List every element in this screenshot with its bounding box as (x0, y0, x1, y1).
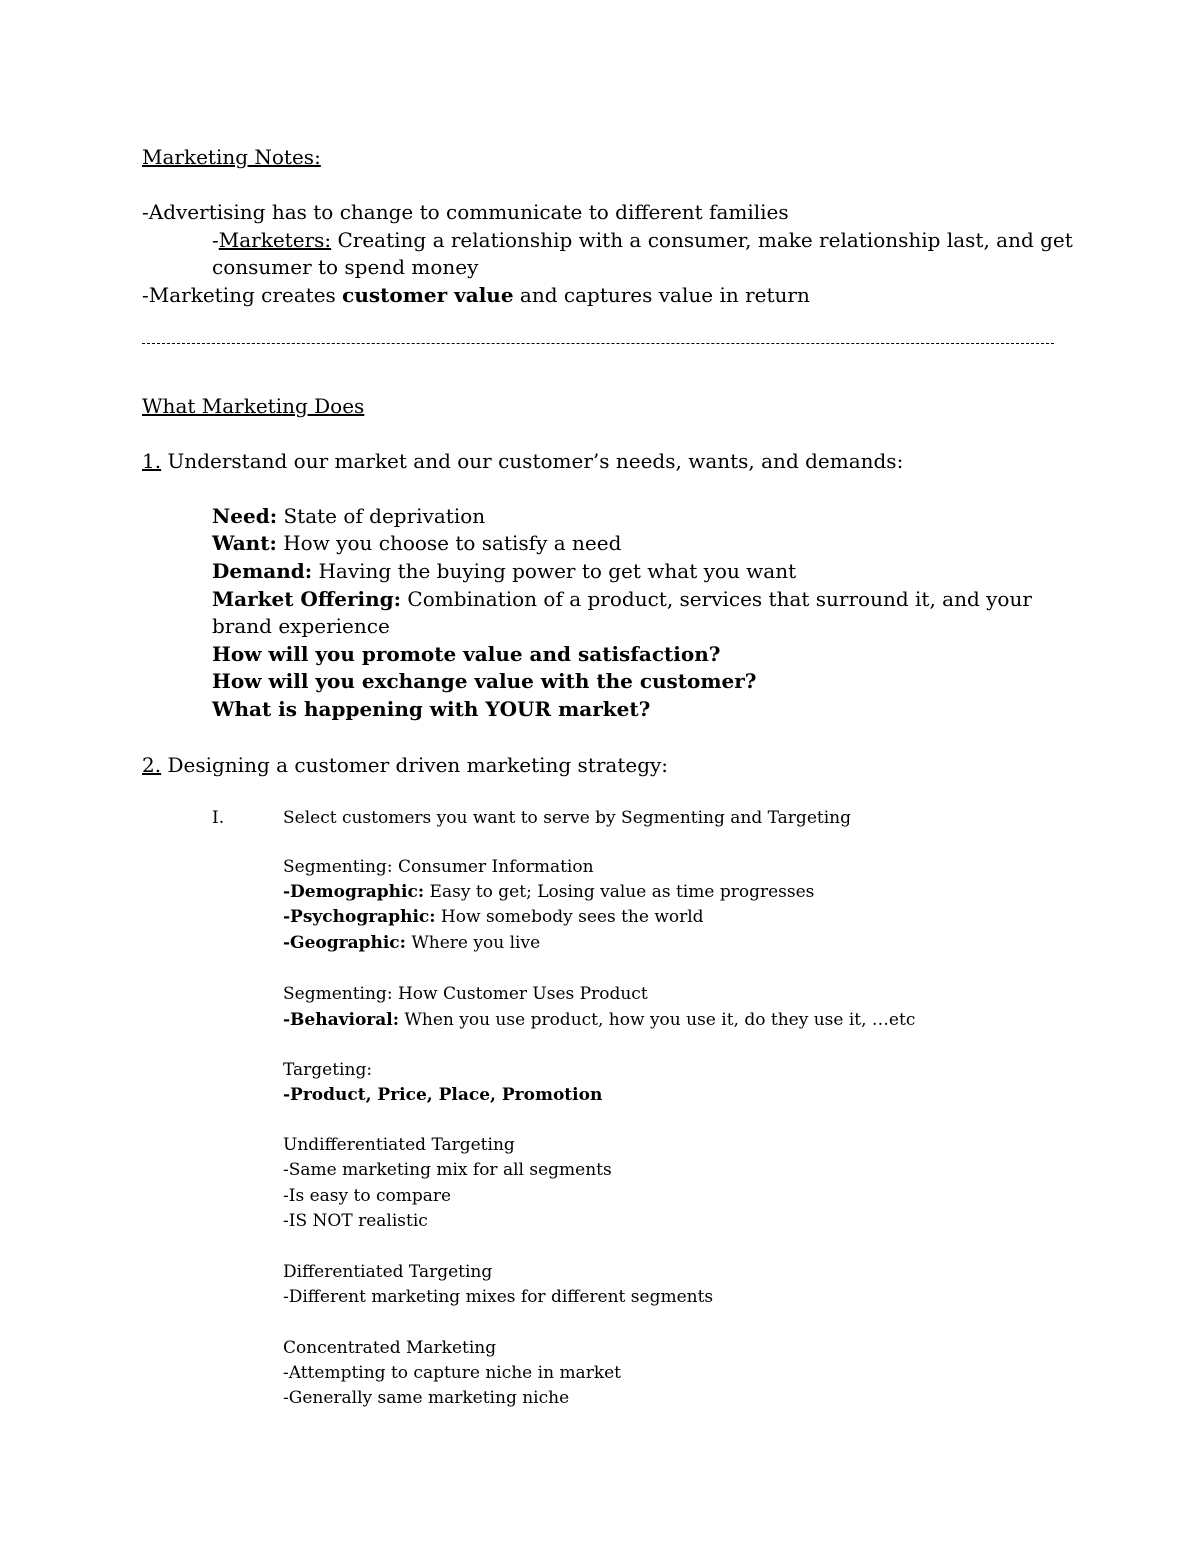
text-segment: and captures value in return (513, 283, 810, 307)
definition: Combination of a product, services that surround it, and your (401, 587, 1032, 611)
want-definition (212, 533, 621, 553)
segmenting-usage-heading: Segmenting: How Customer Uses Product (283, 984, 648, 1004)
differentiated-point-1: -Different marketing mixes for different segments (283, 1287, 714, 1307)
psychographic-line (283, 909, 704, 926)
section-title: What Marketing Does (142, 394, 365, 418)
definition: Where you live (405, 933, 541, 953)
term: Market Offering: (212, 587, 402, 611)
question-1: How will you promote value and satisfaction? (212, 642, 721, 666)
market-offering-continued: brand experience (212, 614, 390, 638)
step-number: 2. (142, 753, 162, 777)
segmenting-consumer-heading: Segmenting: Consumer Information (283, 857, 594, 877)
text-segment: -Marketing creates (142, 283, 343, 307)
term: Want: (212, 531, 277, 555)
undifferentiated-heading: Undifferentiated Targeting (283, 1135, 515, 1155)
definition: State of deprivation (277, 504, 486, 528)
geographic-line (283, 935, 540, 952)
term: -Geographic: (283, 933, 406, 953)
step-1-heading (142, 451, 903, 471)
term: Demand: (212, 559, 313, 583)
demand-definition (212, 561, 796, 581)
targeting-heading: Targeting: (283, 1060, 373, 1080)
concentrated-heading: Concentrated Marketing (283, 1338, 497, 1358)
intro-line-3: consumer to spend money (212, 255, 479, 279)
demographic-line (283, 884, 814, 901)
market-offering-definition (212, 589, 1032, 609)
step-text: Understand our market and our customer’s needs, wants, and demands: (161, 449, 904, 473)
separator-line (142, 343, 1054, 344)
differentiated-heading: Differentiated Targeting (283, 1262, 493, 1282)
marketers-definition: Creating a relationship with a consumer, make relationship last, and get (331, 228, 1073, 252)
undifferentiated-point-2: -Is easy to compare (283, 1186, 452, 1206)
list-item-1: Select customers you want to serve by Segmenting and Targeting (283, 808, 851, 828)
definition: Easy to get; Losing value as time progresses (424, 882, 815, 902)
intro-line-4 (142, 285, 810, 305)
dash: - (212, 228, 219, 252)
term: -Demographic: (283, 882, 425, 902)
undifferentiated-point-1: -Same marketing mix for all segments (283, 1160, 612, 1180)
term: -Behavioral: (283, 1010, 399, 1030)
roman-numeral: I. (212, 808, 225, 828)
marketers-term: Marketers: (218, 228, 332, 252)
four-p-line: -Product, Price, Place, Promotion (283, 1085, 603, 1105)
definition: How you choose to satisfy a need (276, 531, 622, 555)
behavioral-line (283, 1012, 915, 1029)
step-text: Designing a customer driven marketing strategy: (161, 753, 669, 777)
intro-line-2 (212, 230, 1073, 250)
intro-line-1: -Advertising has to change to communicate to different families (142, 200, 789, 224)
undifferentiated-point-3: -IS NOT realistic (283, 1211, 428, 1231)
term: -Psychographic: (283, 907, 436, 927)
definition: When you use product, how you use it, do they use it, …etc (399, 1010, 916, 1030)
question-3: What is happening with YOUR market? (212, 697, 651, 721)
step-number: 1. (142, 449, 162, 473)
definition: How somebody sees the world (435, 907, 704, 927)
step-2-heading (142, 755, 668, 775)
need-definition (212, 506, 485, 526)
definition: Having the buying power to get what you want (312, 559, 797, 583)
question-2: How will you exchange value with the customer? (212, 669, 757, 693)
concentrated-point-1: -Attempting to capture niche in market (283, 1363, 622, 1383)
term: Need: (212, 504, 278, 528)
page-title: Marketing Notes: (142, 145, 321, 169)
customer-value-term: customer value (342, 283, 514, 307)
concentrated-point-2: -Generally same marketing niche (283, 1388, 570, 1408)
